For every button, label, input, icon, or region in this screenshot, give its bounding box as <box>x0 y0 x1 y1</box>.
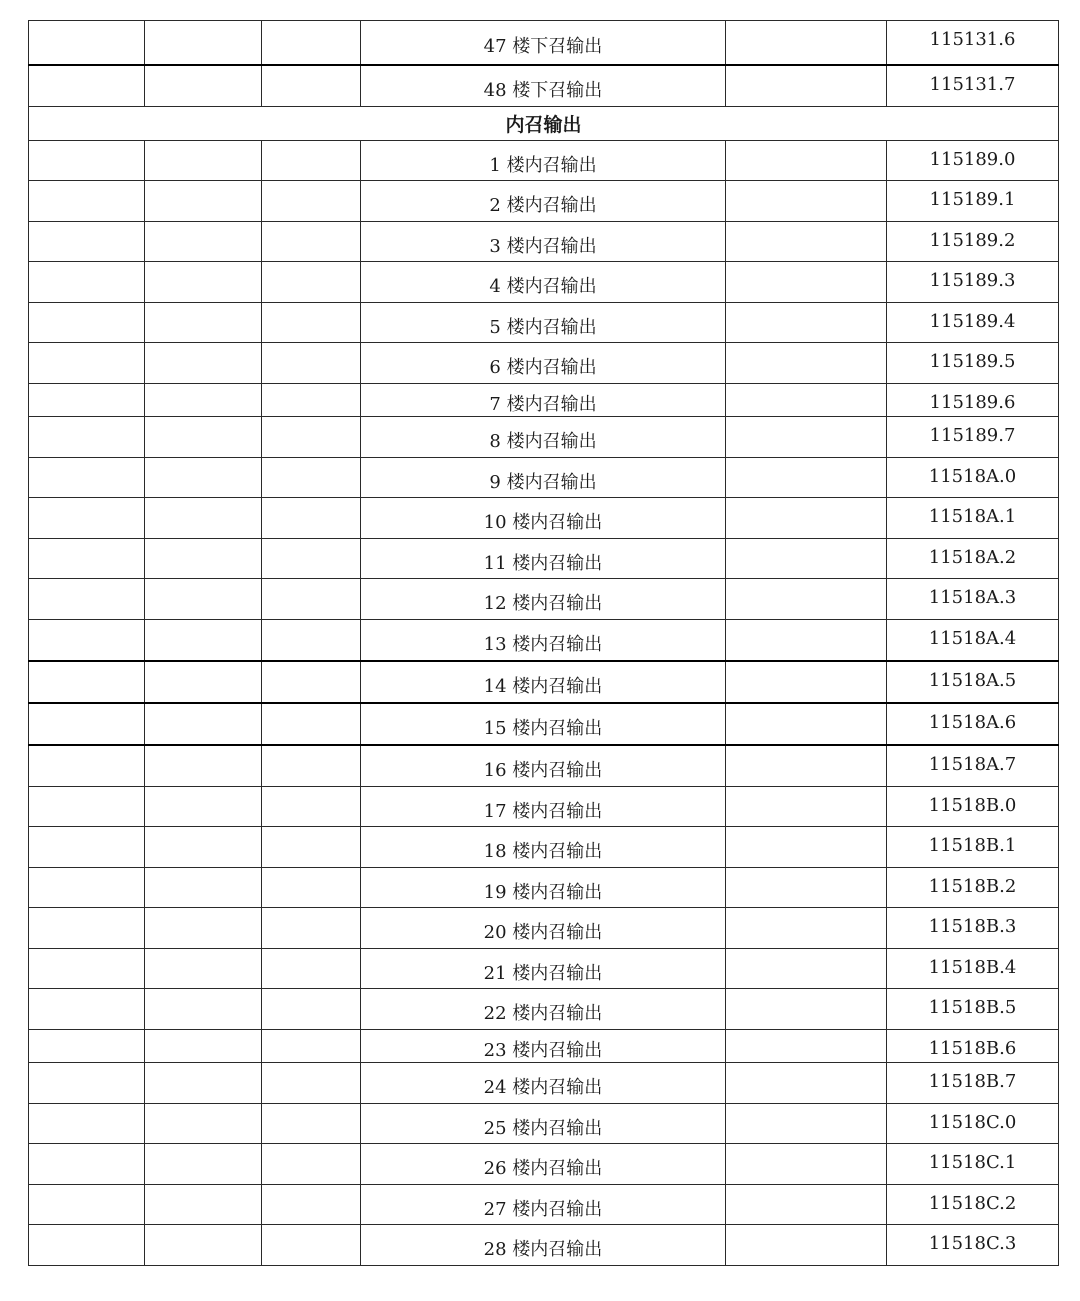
empty-cell <box>145 262 262 303</box>
empty-cell <box>29 21 145 65</box>
empty-cell <box>726 703 887 745</box>
signal-name-cell: 10 楼内召输出 <box>361 498 726 539</box>
empty-cell <box>145 343 262 384</box>
table-row <box>29 1030 1059 1063</box>
empty-cell <box>29 343 145 384</box>
empty-cell <box>262 579 361 620</box>
empty-cell <box>145 384 262 417</box>
signal-name-cell: 25 楼内召输出 <box>361 1104 726 1144</box>
address-cell: 115189.7 <box>887 417 1059 458</box>
empty-cell <box>726 1185 887 1225</box>
empty-cell <box>29 303 145 343</box>
empty-cell <box>29 703 145 745</box>
empty-cell <box>145 908 262 949</box>
signal-name-cell: 2 楼内召输出 <box>361 181 726 222</box>
empty-cell <box>29 1063 145 1104</box>
empty-cell <box>262 21 361 65</box>
signal-name-cell: 4 楼内召输出 <box>361 262 726 303</box>
address-cell: 11518B.3 <box>887 908 1059 949</box>
signal-name-cell: 11 楼内召输出 <box>361 539 726 579</box>
signal-name-cell: 27 楼内召输出 <box>361 1185 726 1225</box>
table-row <box>29 949 1059 989</box>
empty-cell <box>262 787 361 827</box>
empty-cell <box>726 908 887 949</box>
empty-cell <box>145 65 262 107</box>
empty-cell <box>262 222 361 262</box>
empty-cell <box>145 539 262 579</box>
address-cell: 11518B.1 <box>887 827 1059 868</box>
empty-cell <box>29 787 145 827</box>
empty-cell <box>29 222 145 262</box>
signal-name-cell: 7 楼内召输出 <box>361 384 726 417</box>
address-cell: 11518A.5 <box>887 661 1059 703</box>
empty-cell <box>262 703 361 745</box>
empty-cell <box>145 989 262 1030</box>
empty-cell <box>262 1030 361 1063</box>
signal-name-cell: 22 楼内召输出 <box>361 989 726 1030</box>
address-cell: 11518A.7 <box>887 745 1059 787</box>
table-row <box>29 21 1059 65</box>
empty-cell <box>29 65 145 107</box>
empty-cell <box>29 1144 145 1185</box>
empty-cell <box>145 1225 262 1266</box>
signal-name-cell: 1 楼内召输出 <box>361 141 726 181</box>
empty-cell <box>726 1144 887 1185</box>
address-cell: 11518A.3 <box>887 579 1059 620</box>
empty-cell <box>262 908 361 949</box>
empty-cell <box>726 1225 887 1266</box>
empty-cell <box>29 620 145 661</box>
empty-cell <box>726 539 887 579</box>
signal-name-cell: 12 楼内召输出 <box>361 579 726 620</box>
table-row <box>29 417 1059 458</box>
empty-cell <box>726 868 887 908</box>
empty-cell <box>726 262 887 303</box>
table-row <box>29 303 1059 343</box>
empty-cell <box>29 1225 145 1266</box>
signal-name-cell: 3 楼内召输出 <box>361 222 726 262</box>
empty-cell <box>726 827 887 868</box>
empty-cell <box>262 745 361 787</box>
empty-cell <box>29 661 145 703</box>
empty-cell <box>145 620 262 661</box>
empty-cell <box>726 579 887 620</box>
signal-name-cell: 8 楼内召输出 <box>361 417 726 458</box>
table-row <box>29 787 1059 827</box>
empty-cell <box>726 1030 887 1063</box>
table-row <box>29 1144 1059 1185</box>
empty-cell <box>29 579 145 620</box>
address-cell: 115189.0 <box>887 141 1059 181</box>
empty-cell <box>262 181 361 222</box>
table-row <box>29 384 1059 417</box>
empty-cell <box>262 868 361 908</box>
empty-cell <box>145 498 262 539</box>
empty-cell <box>145 417 262 458</box>
table-row <box>29 222 1059 262</box>
empty-cell <box>145 1104 262 1144</box>
empty-cell <box>262 65 361 107</box>
empty-cell <box>145 222 262 262</box>
address-cell: 11518B.2 <box>887 868 1059 908</box>
empty-cell <box>29 181 145 222</box>
table-row <box>29 579 1059 620</box>
empty-cell <box>726 417 887 458</box>
empty-cell <box>29 384 145 417</box>
empty-cell <box>262 1104 361 1144</box>
empty-cell <box>262 1185 361 1225</box>
empty-cell <box>262 1063 361 1104</box>
empty-cell <box>726 384 887 417</box>
table-row <box>29 1225 1059 1266</box>
section-header-row <box>29 107 1059 141</box>
empty-cell <box>726 222 887 262</box>
address-cell: 11518B.6 <box>887 1030 1059 1063</box>
table-row <box>29 181 1059 222</box>
empty-cell <box>29 417 145 458</box>
empty-cell <box>145 1063 262 1104</box>
empty-cell <box>262 303 361 343</box>
signal-name-cell: 23 楼内召输出 <box>361 1030 726 1063</box>
signal-name-cell: 48 楼下召输出 <box>361 65 726 107</box>
signal-name-cell: 47 楼下召输出 <box>361 21 726 65</box>
empty-cell <box>145 868 262 908</box>
table-row <box>29 262 1059 303</box>
empty-cell <box>262 262 361 303</box>
empty-cell <box>29 868 145 908</box>
empty-cell <box>29 1104 145 1144</box>
table-row <box>29 458 1059 498</box>
signal-name-cell: 28 楼内召输出 <box>361 1225 726 1266</box>
signal-name-cell: 21 楼内召输出 <box>361 949 726 989</box>
address-cell: 11518B.4 <box>887 949 1059 989</box>
empty-cell <box>726 343 887 384</box>
signal-name-cell: 26 楼内召输出 <box>361 1144 726 1185</box>
empty-cell <box>262 620 361 661</box>
table-row <box>29 745 1059 787</box>
address-cell: 115189.6 <box>887 384 1059 417</box>
empty-cell <box>262 1225 361 1266</box>
address-cell: 11518A.6 <box>887 703 1059 745</box>
empty-cell <box>145 181 262 222</box>
address-cell: 11518A.4 <box>887 620 1059 661</box>
address-cell: 115189.4 <box>887 303 1059 343</box>
address-cell: 11518A.1 <box>887 498 1059 539</box>
table-row <box>29 661 1059 703</box>
empty-cell <box>29 141 145 181</box>
signal-name-cell: 13 楼内召输出 <box>361 620 726 661</box>
empty-cell <box>262 1144 361 1185</box>
table-row <box>29 1104 1059 1144</box>
empty-cell <box>145 703 262 745</box>
empty-cell <box>726 620 887 661</box>
address-cell: 115189.5 <box>887 343 1059 384</box>
signal-name-cell: 20 楼内召输出 <box>361 908 726 949</box>
empty-cell <box>262 989 361 1030</box>
empty-cell <box>726 1104 887 1144</box>
empty-cell <box>29 458 145 498</box>
table-body <box>29 21 1059 1266</box>
empty-cell <box>145 1144 262 1185</box>
table-row <box>29 908 1059 949</box>
table-row <box>29 703 1059 745</box>
signal-name-cell: 19 楼内召输出 <box>361 868 726 908</box>
empty-cell <box>29 539 145 579</box>
empty-cell <box>726 949 887 989</box>
table-row <box>29 868 1059 908</box>
empty-cell <box>145 458 262 498</box>
table-row <box>29 539 1059 579</box>
table-row <box>29 1185 1059 1225</box>
empty-cell <box>726 141 887 181</box>
empty-cell <box>262 384 361 417</box>
empty-cell <box>145 579 262 620</box>
signal-name-cell: 18 楼内召输出 <box>361 827 726 868</box>
empty-cell <box>29 1185 145 1225</box>
empty-cell <box>145 303 262 343</box>
empty-cell <box>145 141 262 181</box>
table-row <box>29 65 1059 107</box>
empty-cell <box>726 181 887 222</box>
address-cell: 11518A.2 <box>887 539 1059 579</box>
table-row <box>29 620 1059 661</box>
empty-cell <box>145 21 262 65</box>
address-cell: 115189.1 <box>887 181 1059 222</box>
empty-cell <box>29 498 145 539</box>
empty-cell <box>726 787 887 827</box>
empty-cell <box>145 1030 262 1063</box>
empty-cell <box>145 661 262 703</box>
empty-cell <box>726 65 887 107</box>
signal-name-cell: 16 楼内召输出 <box>361 745 726 787</box>
signal-name-cell: 5 楼内召输出 <box>361 303 726 343</box>
address-cell: 115189.2 <box>887 222 1059 262</box>
empty-cell <box>262 417 361 458</box>
signal-name-cell: 17 楼内召输出 <box>361 787 726 827</box>
address-cell: 11518B.7 <box>887 1063 1059 1104</box>
empty-cell <box>145 1185 262 1225</box>
empty-cell <box>145 745 262 787</box>
empty-cell <box>726 1063 887 1104</box>
empty-cell <box>726 661 887 703</box>
signal-name-cell: 15 楼内召输出 <box>361 703 726 745</box>
table-row <box>29 141 1059 181</box>
table-row <box>29 827 1059 868</box>
empty-cell <box>262 539 361 579</box>
table-row <box>29 1063 1059 1104</box>
empty-cell <box>262 498 361 539</box>
empty-cell <box>29 989 145 1030</box>
empty-cell <box>29 908 145 949</box>
signal-name-cell: 24 楼内召输出 <box>361 1063 726 1104</box>
signal-name-cell: 6 楼内召输出 <box>361 343 726 384</box>
empty-cell <box>29 827 145 868</box>
empty-cell <box>262 661 361 703</box>
empty-cell <box>726 458 887 498</box>
table-row <box>29 989 1059 1030</box>
address-cell: 11518C.2 <box>887 1185 1059 1225</box>
empty-cell <box>145 787 262 827</box>
signal-name-cell: 14 楼内召输出 <box>361 661 726 703</box>
address-cell: 11518B.5 <box>887 989 1059 1030</box>
address-cell: 11518A.0 <box>887 458 1059 498</box>
signal-name-cell: 9 楼内召输出 <box>361 458 726 498</box>
table-row <box>29 498 1059 539</box>
empty-cell <box>29 1030 145 1063</box>
empty-cell <box>262 949 361 989</box>
empty-cell <box>29 262 145 303</box>
address-cell: 11518C.3 <box>887 1225 1059 1266</box>
empty-cell <box>145 827 262 868</box>
address-cell: 11518C.0 <box>887 1104 1059 1144</box>
address-cell: 115131.7 <box>887 65 1059 107</box>
empty-cell <box>262 141 361 181</box>
address-cell: 115131.6 <box>887 21 1059 65</box>
empty-cell <box>262 458 361 498</box>
empty-cell <box>145 949 262 989</box>
empty-cell <box>29 949 145 989</box>
address-cell: 115189.3 <box>887 262 1059 303</box>
empty-cell <box>29 745 145 787</box>
empty-cell <box>262 827 361 868</box>
address-cell: 11518B.0 <box>887 787 1059 827</box>
table-row <box>29 343 1059 384</box>
empty-cell <box>262 343 361 384</box>
empty-cell <box>726 21 887 65</box>
empty-cell <box>726 989 887 1030</box>
address-cell: 11518C.1 <box>887 1144 1059 1185</box>
empty-cell <box>726 745 887 787</box>
empty-cell <box>726 303 887 343</box>
io-address-table <box>28 20 1059 1266</box>
empty-cell <box>726 498 887 539</box>
section-title: 内召输出 <box>29 107 1059 141</box>
